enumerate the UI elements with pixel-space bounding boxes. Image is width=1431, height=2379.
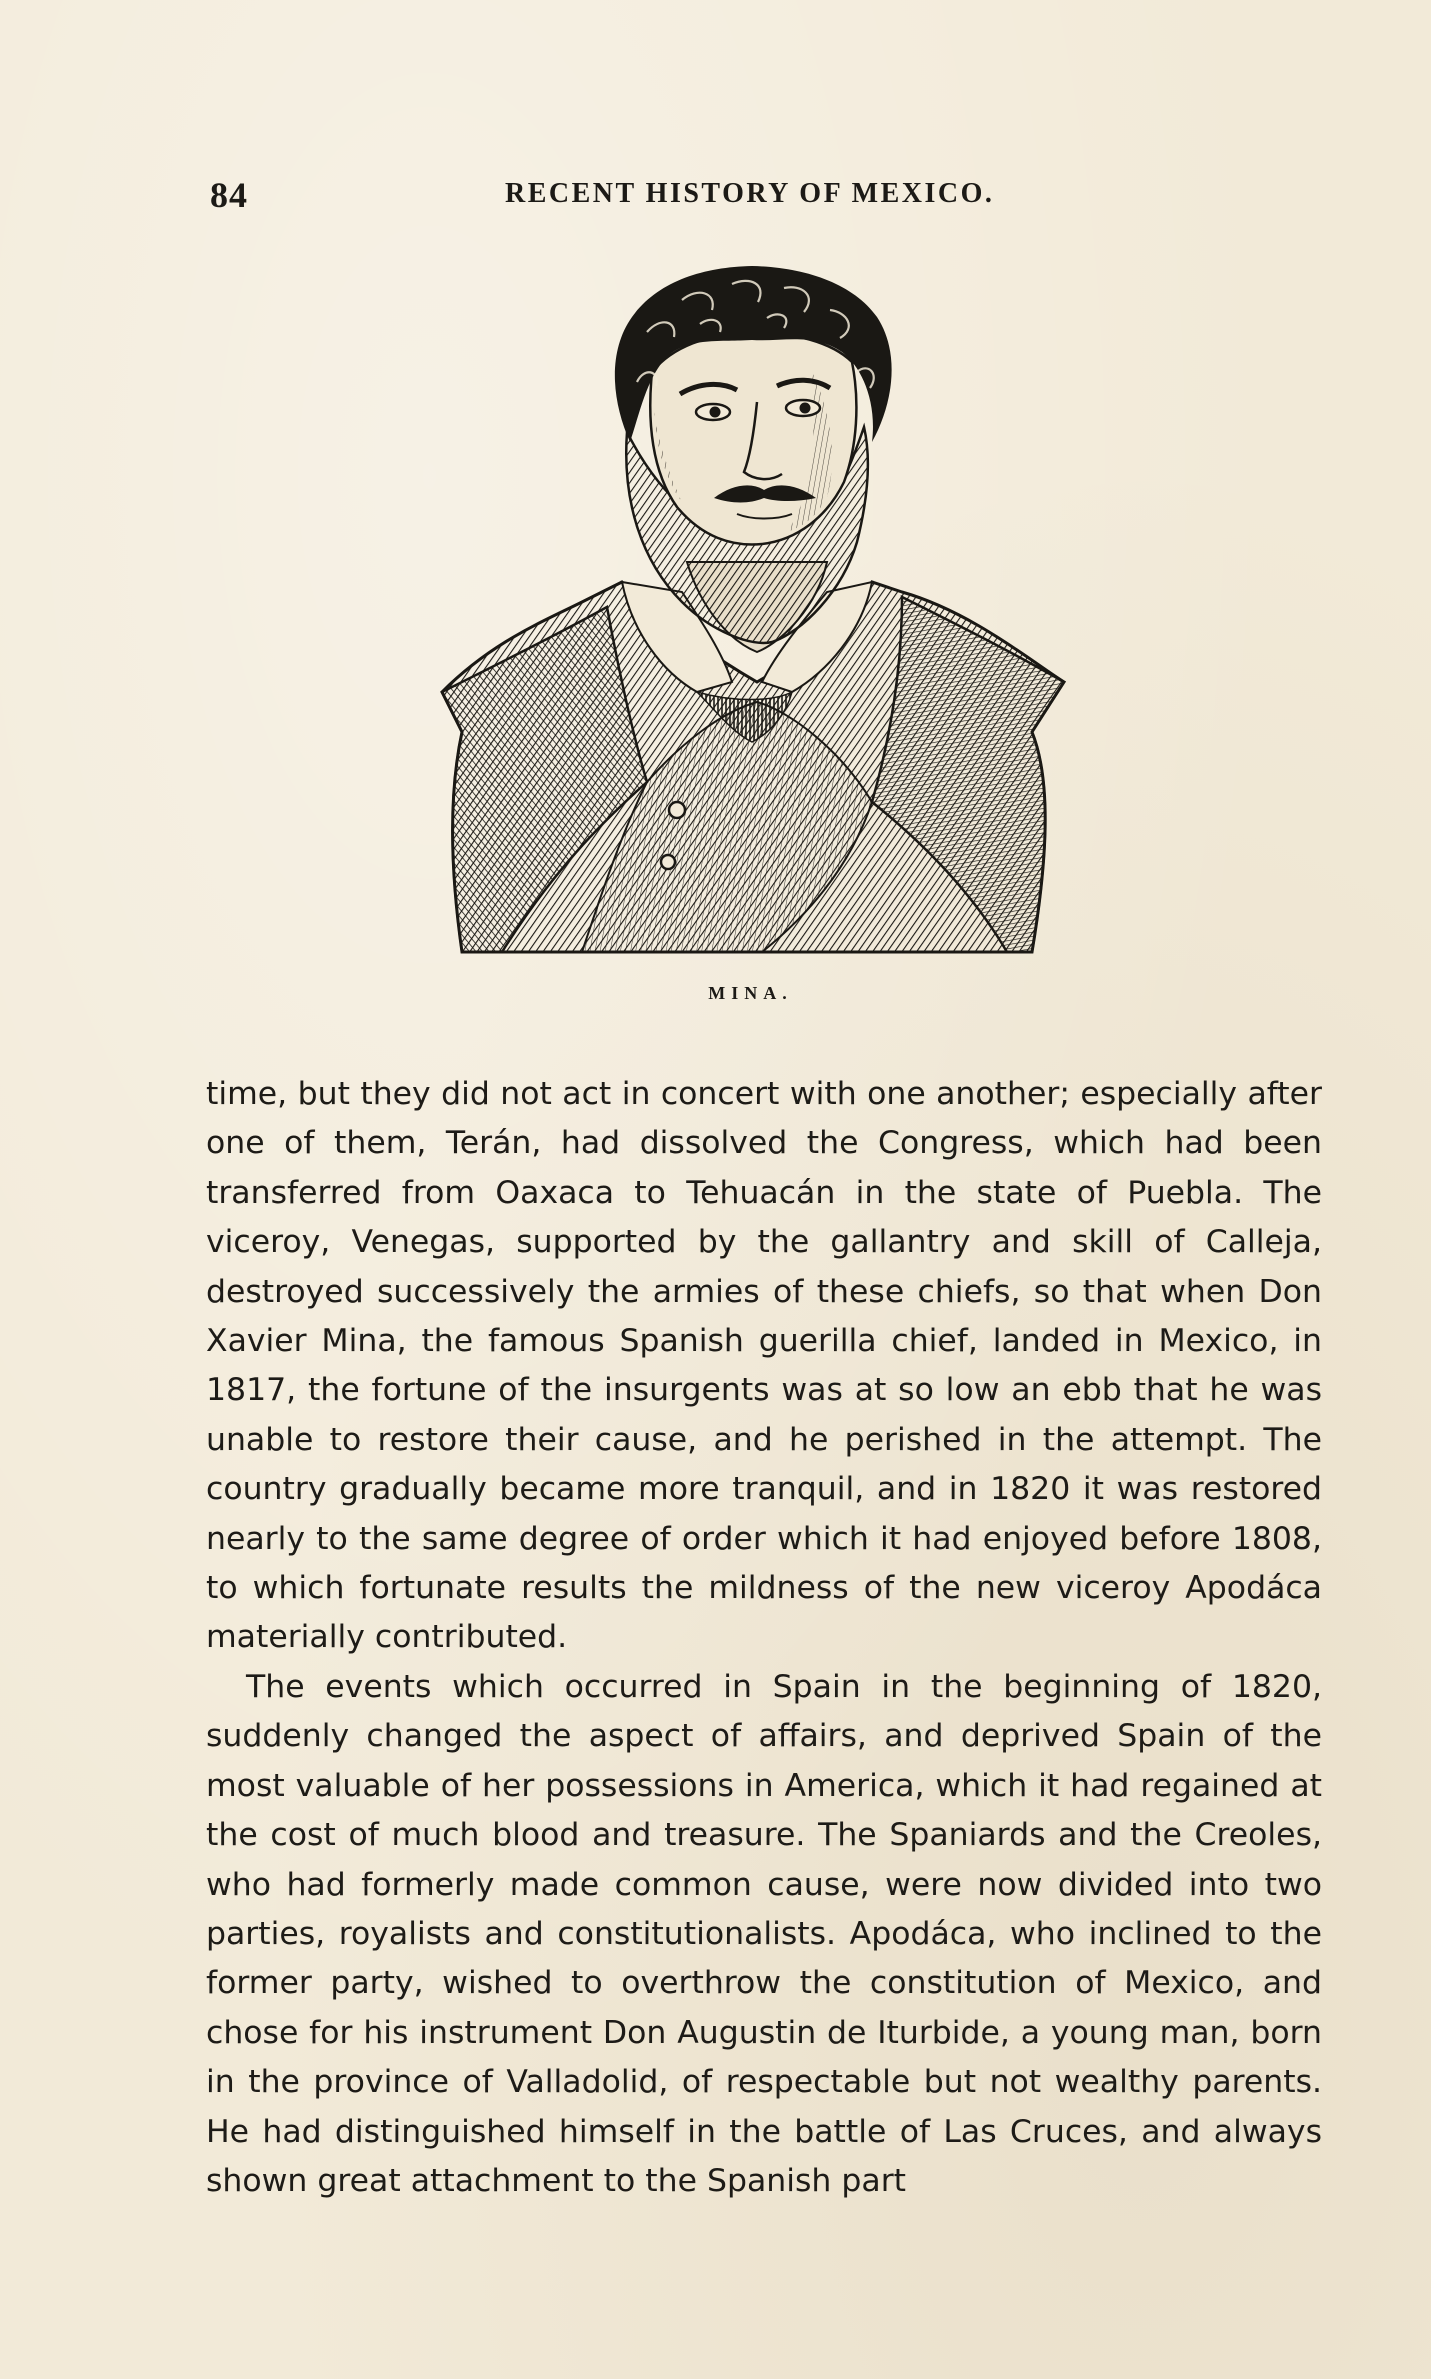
portrait-engraving — [432, 262, 1082, 962]
paragraph-1: time, but they did not act in concert with one another; especially after one of them, Terán, had dissolved the Congress, which had been transferred from Oaxaca to Tehuacán in the state of Puebla. The viceroy, Venegas, supported by the gallantry and skill of Calleja, destroyed successively the armies of these chiefs, so that when Don Xavier Mina, the famous Spanish guerilla chief, landed in Mexico, in 1817, the fortune of the insurgents was at so low an ebb that he was unable to restore their cause, and he perished in the attempt. The country gradually became more tranquil, and in 1820 it was restored nearly to the same degree of order which it had enjoyed before 1808, to which fortunate results the mildness of the new viceroy Apodáca materially contributed. — [206, 1076, 1322, 1656]
body-text — [206, 1070, 1322, 2206]
paragraph-2: The events which occurred in Spain in the beginning of 1820, suddenly changed the aspect of affairs, and deprived Spain of the most valuable of her possessions in America, which it had regained at the cost of much blood and treasure. The Spaniards and the Creoles, who had formerly made common cause, were now divided into two parties, royalists and constitutionalists. Apodáca, who inclined to the former party, wished to overthrow the constitution of Mexico, and chose for his instrument Don Augustin de Iturbide, a young man, born in the province of Valladolid, of respectable but not wealthy parents. He had distinguished himself in the battle of Las Cruces, and always shown great attachment to the Spanish part — [206, 1668, 1322, 2199]
running-title: RECENT HISTORY OF MEXICO. — [505, 178, 995, 209]
illustration-caption: MINA. — [708, 983, 793, 1003]
page-number: 84 — [210, 175, 248, 215]
